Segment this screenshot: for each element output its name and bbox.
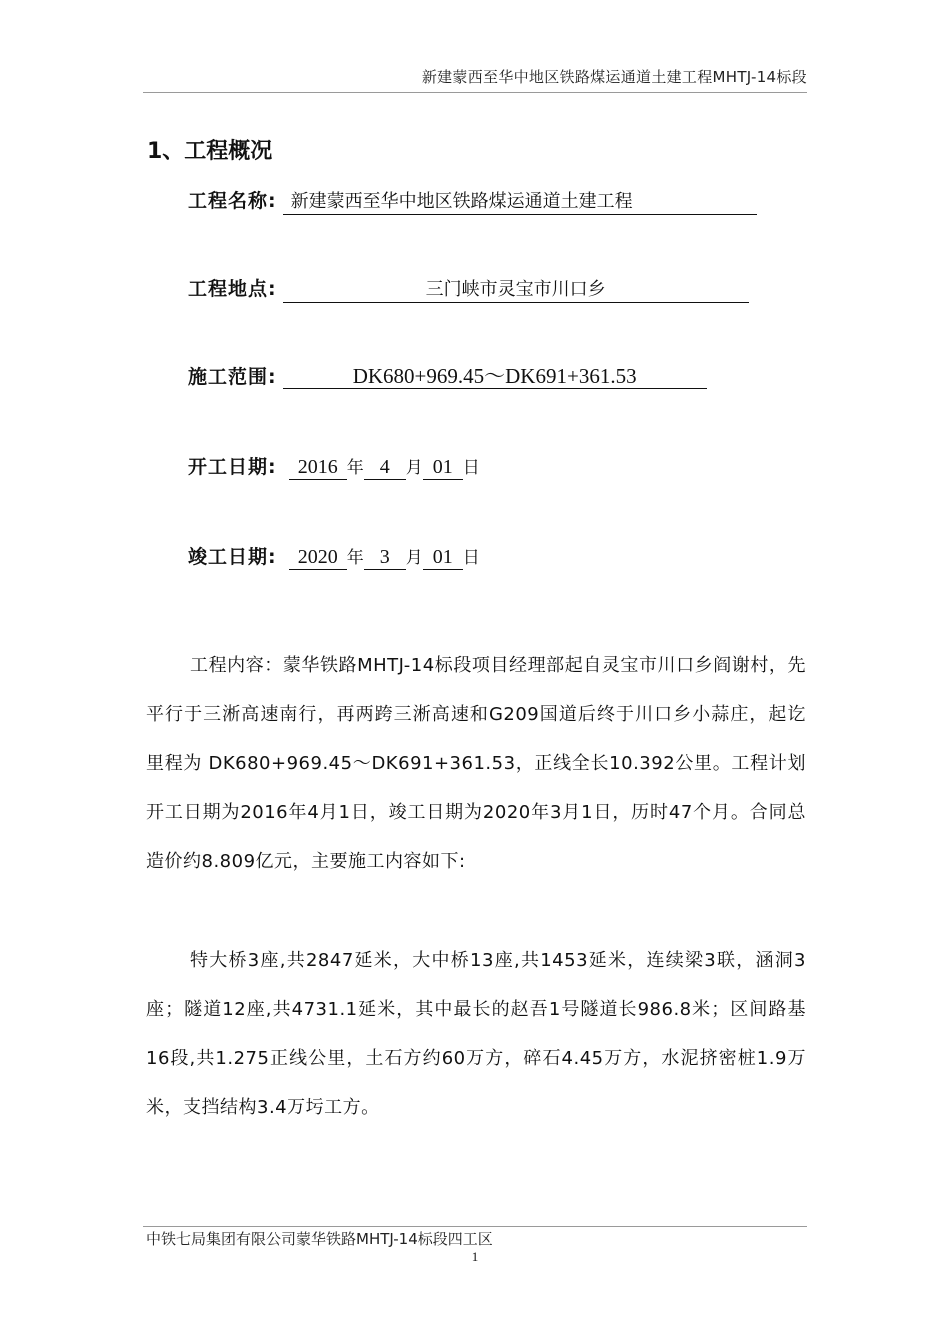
end-year-value: 2020 xyxy=(289,545,347,570)
start-date-field xyxy=(188,452,480,480)
end-date-label: 竣工日期: xyxy=(188,546,277,568)
project-name-label: 工程名称: xyxy=(188,190,277,212)
end-date-field xyxy=(188,542,480,570)
day-unit: 日 xyxy=(462,548,480,568)
start-year-value: 2016 xyxy=(289,455,347,480)
year-unit: 年 xyxy=(346,458,364,478)
page-number: 1 xyxy=(471,1249,479,1264)
project-location-value: 三门峡市灵宝市川口乡 xyxy=(283,278,749,303)
month-unit: 月 xyxy=(405,548,423,568)
start-month-value: 4 xyxy=(364,455,406,480)
work-quantities-paragraph: 特大桥3座,共2847延米，大中桥13座,共1453延米，连续梁3联，涵洞3座；隧道12座,共4731.1延米，其中最长的赵吾1号隧道长986.8米；区间路基16段,共1.275正线公里，土石方约60万方，碎石4.45万方，水泥挤密桩1.9万米，支挡结构3.4万圬工方。 xyxy=(146,950,806,1118)
end-month-value: 3 xyxy=(364,545,406,570)
start-date-label: 开工日期: xyxy=(188,456,277,478)
construction-range-label: 施工范围: xyxy=(188,366,277,388)
footer-divider xyxy=(143,1226,807,1227)
month-unit: 月 xyxy=(405,458,423,478)
project-name-value: 新建蒙西至华中地区铁路煤运通道土建工程 xyxy=(283,190,757,215)
project-name-field xyxy=(188,186,757,215)
construction-range-value: DK680+969.45～DK691+361.53 xyxy=(283,364,707,389)
day-unit: 日 xyxy=(462,458,480,478)
header-divider xyxy=(143,92,807,93)
page-header: 新建蒙西至华中地区铁路煤运通道土建工程MHTJ-14标段 xyxy=(421,68,807,86)
project-location-label: 工程地点: xyxy=(188,278,277,300)
start-day-value: 01 xyxy=(423,455,463,480)
project-location-field xyxy=(188,274,749,303)
year-unit: 年 xyxy=(346,548,364,568)
end-day-value: 01 xyxy=(423,545,463,570)
page-footer: 中铁七局集团有限公司蒙华铁路MHTJ-14标段四工区 xyxy=(146,1230,493,1248)
construction-range-field xyxy=(188,362,707,389)
project-content-paragraph: 工程内容：蒙华铁路MHTJ-14标段项目经理部起自灵宝市川口乡阎谢村，先平行于三淅高速南行，再两跨三淅高速和G209国道后终于川口乡小蒜庄，起讫里程为 DK680+969.45～DK691+361.53，正线全长10.392公里。工程计划开工日期为2016年4月1日，竣工日期为2020年3月1日，历时47个月。合同总造价约8.809亿元，主要施工内容如下: xyxy=(146,655,806,872)
section-heading: 1、工程概况 xyxy=(147,139,273,164)
